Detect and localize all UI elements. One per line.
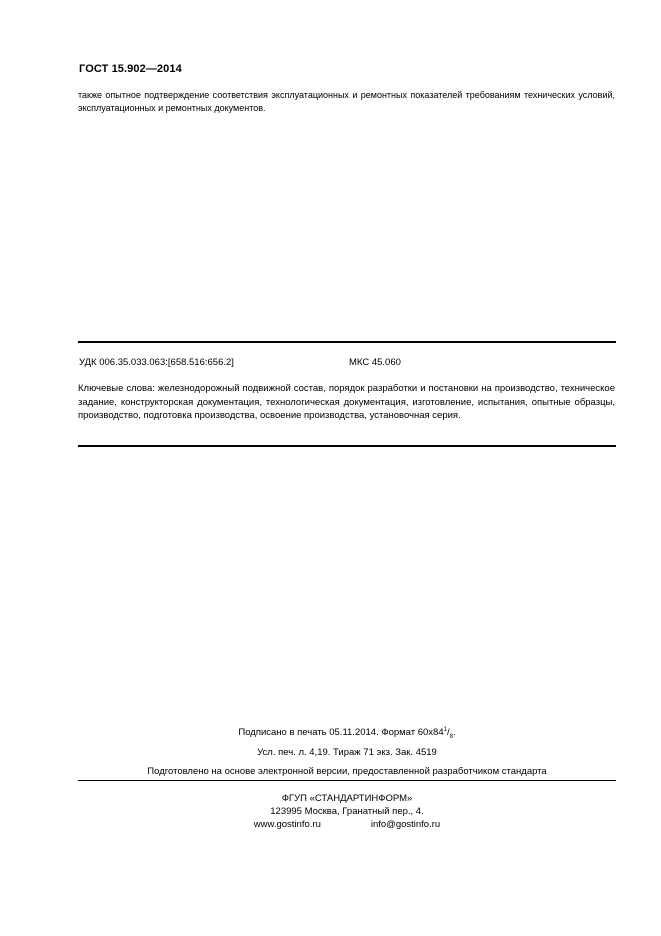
publisher-address: 123995 Москва, Гранатный пер., 4. <box>270 806 424 817</box>
email-link[interactable]: info@gostinfo.ru <box>370 819 441 830</box>
publisher-name: ФГУП «СТАНДАРТИНФОРМ» <box>281 793 413 804</box>
format-numerator: 1 <box>443 726 447 733</box>
intro-paragraph: также опытное подтверждение соответствия эксплуатационных и ремонтных показателей требованиям технических условий, эксплуатационных и ремонтных документов. <box>78 90 615 113</box>
prepared-note: Подготовлено на основе электронной версии, предоставленной разработчиком стандарта <box>147 766 547 777</box>
format-denominator: 8 <box>449 733 453 740</box>
signed-suffix: . <box>452 727 456 738</box>
publisher-contacts <box>78 819 616 830</box>
print-info: Усл. печ. л. 4,19. Тираж 71 экз. Зак. 4519 <box>257 747 437 758</box>
document-header: ГОСТ 15.902—2014 <box>79 63 182 75</box>
udk-code: УДК 006.35.033.063:[658.516:656.2] <box>79 357 234 368</box>
keywords-paragraph: Ключевые слова: железнодорожный подвижной состав, порядок разработки и постановки на производство, техническое задание, конструкторская документация, технологическая документация, изготовление, испытания, опытные образцы, производство, подготовка производства, освоение производства, установочная серия. <box>78 383 615 421</box>
imprint-divider <box>78 780 616 781</box>
signed-text: Подписано в печать 05.11.2014. Формат 60x84 <box>238 727 444 738</box>
website-link[interactable]: www.gostinfo.ru <box>253 819 321 830</box>
bottom-divider <box>78 445 616 447</box>
mks-code: МКС 45.060 <box>349 357 401 368</box>
top-divider <box>78 341 616 343</box>
signed-to-print: Подписано в печать 05.11.2014. Формат $60x84^1/_8$. <box>238 726 456 740</box>
